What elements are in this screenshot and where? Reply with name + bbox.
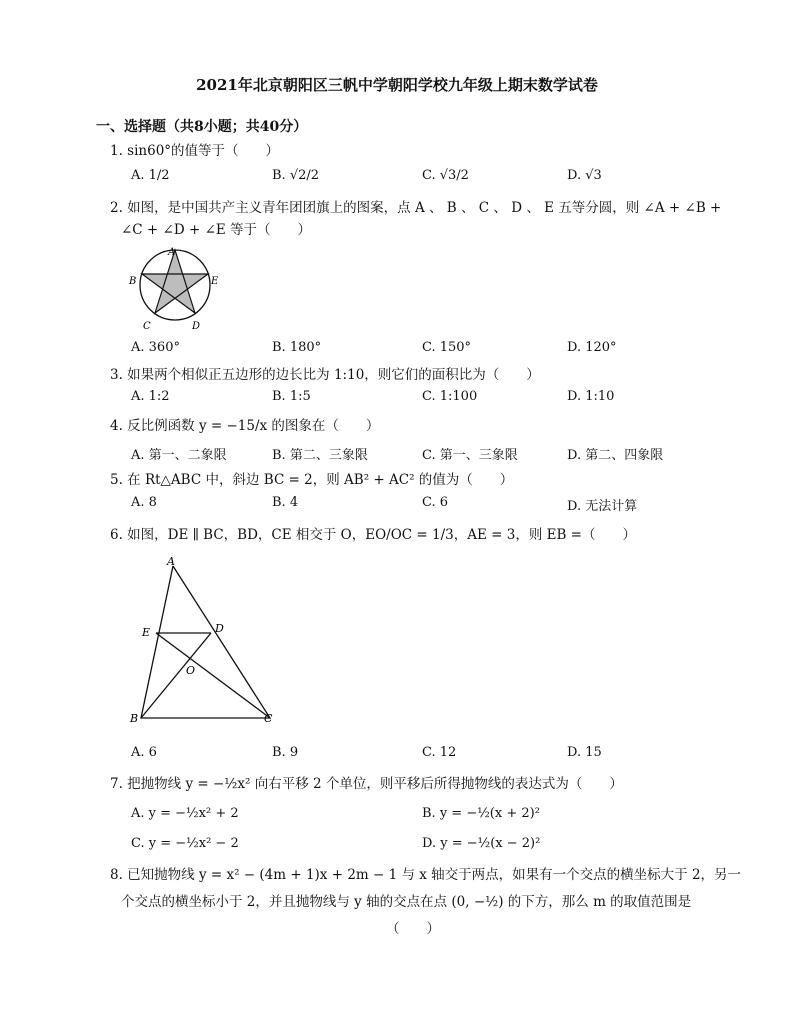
q7-option-c: C. y = −½x² − 2 [131, 836, 239, 851]
q7-option-a: A. y = −½x² + 2 [131, 806, 239, 821]
question-1: 1. sin60°的值等于（ ） [110, 143, 280, 159]
question-2-line-1: 2. 如图，是中国共产主义青年团团旗上的图案，点 A 、 B 、 C 、 D 、 E 五等分圆，则 ∠A + ∠B + [110, 200, 722, 216]
figure-label-c: C [264, 712, 273, 725]
star-in-circle-figure [120, 240, 230, 335]
question-4: 4. 反比例函数 y = −15/x 的图象在（ ） [110, 418, 380, 434]
q1-option-b: B. √2/2 [272, 168, 320, 183]
q7-option-b: B. y = −½(x + 2)² [422, 806, 540, 821]
q6-option-c: C. 12 [422, 745, 457, 760]
question-6: 6. 如图，DE ∥ BC，BD，CE 相交于 O，EO/OC = 1/3，AE = 3，则 EB =（ ） [110, 527, 636, 543]
figure-label-d: D [215, 622, 224, 635]
q3-option-c: C. 1:100 [422, 389, 478, 404]
q5-option-d: D. 无法计算 [567, 499, 638, 514]
question-8-line-2: 个交点的横坐标小于 2，并且抛物线与 y 轴的交点在点 (0, −½) 的下方，那么 m 的取值范围是 [121, 894, 692, 910]
q2-option-b: B. 180° [272, 340, 322, 355]
q5-option-a: A. 8 [131, 495, 157, 510]
figure-label-c: C [143, 321, 151, 332]
question-3: 3. 如果两个相似正五边形的边长比为 1:10，则它们的面积比为（ ） [110, 367, 540, 383]
q6-option-a: A. 6 [131, 745, 157, 760]
q1-option-d: D. √3 [567, 168, 602, 183]
figure-label-a: A [167, 555, 175, 568]
figure-label-b: B [130, 712, 139, 725]
q4-option-b: B. 第二、三象限 [272, 448, 368, 463]
figure-label-o: O [186, 664, 196, 677]
figure-label-e: E [211, 276, 219, 287]
q4-option-d: D. 第二、四象限 [567, 448, 664, 463]
segment-bd [141, 633, 211, 718]
q3-option-a: A. 1:2 [131, 389, 170, 404]
figure-label-b: B [129, 276, 137, 287]
q5-option-c: C. 6 [422, 495, 449, 510]
q4-option-c: C. 第一、三象限 [422, 448, 518, 463]
question-5: 5. 在 Rt△ABC 中，斜边 BC = 2，则 AB² + AC² 的值为（ ） [110, 472, 514, 488]
question-8-line-3: （ ） [386, 921, 440, 937]
question-2-line-2: ∠C + ∠D + ∠E 等于（ ） [121, 222, 312, 238]
q1-option-c: C. √3/2 [422, 168, 469, 183]
q1-option-a: A. 1/2 [131, 168, 170, 183]
page-title: 2021年北京朝阳区三帆中学朝阳学校九年级上期末数学试卷 [196, 76, 598, 94]
q3-option-b: B. 1:5 [272, 389, 311, 404]
figure-label-d: D [192, 321, 201, 332]
question-8-line-1: 8. 已知抛物线 y = x² − (4m + 1)x + 2m − 1 与 x 轴交于两点，如果有一个交点的横坐标大于 2，另一 [110, 867, 742, 883]
question-7: 7. 把抛物线 y = −½x² 向右平移 2 个单位，则平移后所得抛物线的表达式为（ ） [110, 776, 623, 792]
q2-option-c: C. 150° [422, 340, 472, 355]
section-heading: 一、选择题（共8小题；共40分） [96, 119, 308, 135]
q2-option-a: A. 360° [131, 340, 180, 355]
figure-label-e: E [142, 626, 151, 639]
figure-label-a: A [168, 247, 176, 258]
triangle-figure [125, 552, 290, 730]
q3-option-d: D. 1:10 [567, 389, 615, 404]
q6-option-d: D. 15 [567, 745, 602, 760]
q6-option-b: B. 9 [272, 745, 299, 760]
segment-ce [156, 633, 270, 718]
q7-option-d: D. y = −½(x − 2)² [422, 836, 541, 851]
q2-option-d: D. 120° [567, 340, 617, 355]
q4-option-a: A. 第一、二象限 [131, 448, 227, 463]
q5-option-b: B. 4 [272, 495, 299, 510]
